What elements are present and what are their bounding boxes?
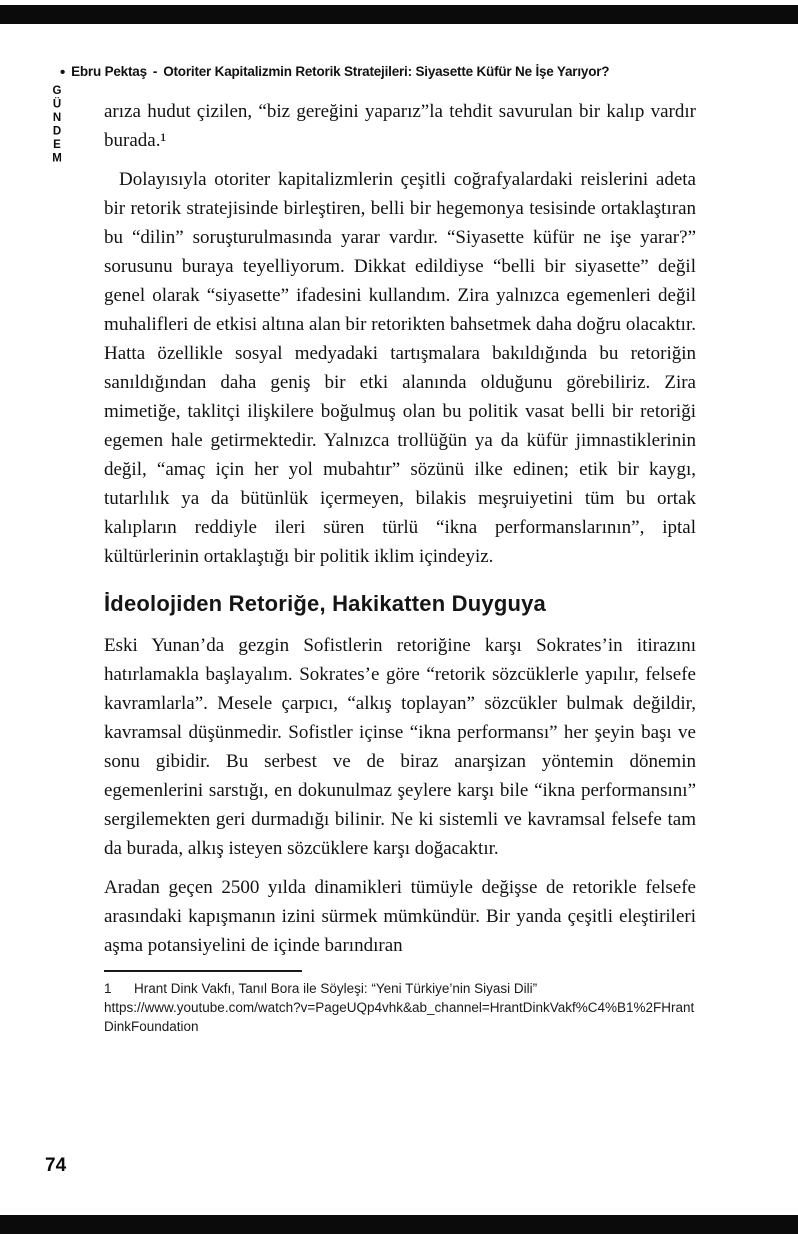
body-column <box>104 97 696 1036</box>
page-number: 74 <box>45 1155 67 1176</box>
paragraph: Dolayısıyla otoriter kapitalizmlerin çeşitli coğrafyalardaki reislerini adeta bir retorik stratejisinde birleştiren, belli bir hegemonya tesisinde ortaklaştıran bu “dilin” soruşturulmasında yarar vardır. “Siyasette küfür ne işe yarar?” sorusunu buraya teyelliyorum. Dikkat edildiyse “belli bir siyasette” değil genel olarak “siyasette” ifadesini kullandım. Zira yalnızca egemenleri değil muhalifleri de etkisi altına alan bir retorikten bahsetmek daha doğru olacaktır. Hatta özellikle sosyal medyadaki tartışmalara bakıldığında bu retoriğin sanıldığından daha geniş bir etki alanında olduğunu görebiliriz. Zira mimetiğe, taklitçi ilişkilere boğulmuş olan bu politik vasat belli bir retoriği egemen hale getirmektedir. Yalnızca trollüğün ya da küfür jimnastiklerinin değil, “amaç için her yol mubahtır” sözünü ilke edinen; etik bir kaygı, tutarlılık ya da bütünlük içermeyen, bilakis meşruiyetini tüm bu ortak kalıpların reddiyle ileri süren türlü “ikna performanslarının”, iptal kültürlerinin ortaklaştığı bir politik iklim içindeyiz. <box>104 169 696 567</box>
section-label-gundem: GÜNDEM <box>51 85 63 166</box>
footnote-url: https://www.youtube.com/watch?v=PageUQp4vhk&ab_channel=HrantDinkVakf%C4%B1%2FHrantDinkFoundation <box>104 1000 695 1034</box>
header-author: Ebru Pektaş <box>71 64 147 79</box>
paragraph: Eski Yunan’da gezgin Sofistlerin retoriğine karşı Sokrates’in itirazını hatırlamakla başlayalım. Sokrates’e göre “retorik sözcüklerle yapılır, felsefe kavramlarla”. Mesele çarpıcı, “alkış toplayan” sözcükler bulmak değildir, kavramsal düşünmedir. Sofistler içinse “ikna performansı” her şeyin başı ve sonu gibidir. Bu serbest ve de biraz anarşizan yöntemin dönemin egemenlerini sarstığı, en dokunulmaz şeylere karşı bile “ikna performansını” sergilemekten geri durmadığı bilinir. Ne ki sistemli ve kavramsal felsefe tam da burada, alkış isteyen sözcüklere karşı doğacaktır. <box>104 635 696 859</box>
footnote-line <box>104 979 696 998</box>
footnote-number: 1 <box>104 981 112 996</box>
top-edge-bar <box>0 5 798 24</box>
paragraph-continuation: arıza hudut çizilen, “biz gereğini yaparız”la tehdit savurulan bir kalıp vardır burada.¹ <box>104 101 696 151</box>
footnote-rule <box>104 970 302 972</box>
section-heading: İdeolojiden Retoriğe, Hakikatten Duyguya <box>104 591 546 616</box>
bottom-edge-bar <box>0 1215 798 1234</box>
footnote <box>104 970 696 1036</box>
header-bullet-icon: • <box>60 64 66 81</box>
footnote-text: Hrant Dink Vakfı, Tanıl Bora ile Söyleşi: “Yeni Türkiye’nin Siyasi Dili” <box>134 981 538 996</box>
header-title: Otoriter Kapitalizmin Retorik Stratejileri: Siyasette Küfür Ne İşe Yarıyor? <box>163 64 610 79</box>
paragraph: Aradan geçen 2500 yılda dinamikleri tümüyle değişse de retorikle felsefe arasındaki kapışmanın izini sürmek mümkündür. Bir yanda çeşitli eleştirileri aşma potansiyelini de içinde barındıran <box>104 877 696 956</box>
header-separator: - <box>152 64 158 79</box>
running-header <box>60 63 768 80</box>
